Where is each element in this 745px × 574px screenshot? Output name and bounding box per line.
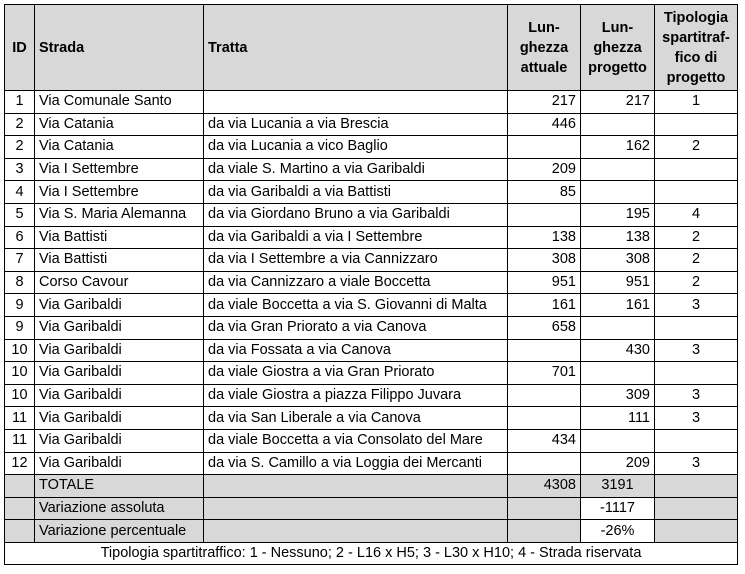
table-row (5, 384, 738, 407)
row-tratta (204, 91, 508, 114)
row-tipologia: 3 (655, 452, 738, 475)
row-strada: Via Garibaldi (35, 339, 204, 362)
row-tratta: da viale Boccetta a via S. Giovanni di Malta (204, 294, 508, 317)
row-tratta: da via San Liberale a via Canova (204, 407, 508, 430)
totale-tratta-cell (204, 475, 508, 498)
var-perc-tipologia-cell (655, 520, 738, 543)
row-tipologia: 2 (655, 271, 738, 294)
totale-label: TOTALE (35, 475, 204, 498)
row-lunghezza-progetto (581, 362, 655, 385)
row-strada: Via Garibaldi (35, 294, 204, 317)
row-lunghezza-attuale: 308 (508, 249, 581, 272)
row-tratta: da via I Settembre a via Cannizzaro (204, 249, 508, 272)
row-strada: Corso Cavour (35, 271, 204, 294)
row-tipologia (655, 362, 738, 385)
row-id: 3 (5, 158, 35, 181)
row-tipologia: 4 (655, 203, 738, 226)
var-perc-attuale-cell (508, 520, 581, 543)
row-id: 7 (5, 249, 35, 272)
row-tratta: da via S. Camillo a via Loggia dei Mercanti (204, 452, 508, 475)
row-lunghezza-progetto: 111 (581, 407, 655, 430)
var-perc-tratta-cell (204, 520, 508, 543)
table-row (5, 249, 738, 272)
row-id: 9 (5, 316, 35, 339)
row-id: 6 (5, 226, 35, 249)
row-tipologia: 2 (655, 249, 738, 272)
row-lunghezza-attuale: 209 (508, 158, 581, 181)
row-lunghezza-progetto: 217 (581, 91, 655, 114)
row-tipologia: 2 (655, 226, 738, 249)
row-tipologia (655, 158, 738, 181)
row-tipologia: 2 (655, 136, 738, 159)
row-lunghezza-progetto (581, 113, 655, 136)
row-tratta: da viale Giostra a via Gran Priorato (204, 362, 508, 385)
row-lunghezza-attuale: 138 (508, 226, 581, 249)
row-lunghezza-progetto: 162 (581, 136, 655, 159)
row-lunghezza-progetto (581, 429, 655, 452)
variazione-assoluta-label: Variazione assoluta (35, 497, 204, 520)
row-tipologia: 3 (655, 294, 738, 317)
row-lunghezza-progetto: 209 (581, 452, 655, 475)
row-strada: Via Comunale Santo (35, 91, 204, 114)
row-strada: Via Garibaldi (35, 452, 204, 475)
row-id: 11 (5, 407, 35, 430)
row-lunghezza-attuale: 161 (508, 294, 581, 317)
row-strada: Via Garibaldi (35, 316, 204, 339)
row-tratta: da viale Giostra a piazza Filippo Juvara (204, 384, 508, 407)
variazione-assoluta-value: -1117 (581, 497, 655, 520)
row-id: 9 (5, 294, 35, 317)
row-lunghezza-progetto: 951 (581, 271, 655, 294)
header-tratta: Tratta (204, 5, 508, 91)
row-strada: Via Battisti (35, 249, 204, 272)
var-ass-id-cell (5, 497, 35, 520)
row-lunghezza-progetto (581, 181, 655, 204)
row-lunghezza-attuale: 217 (508, 91, 581, 114)
header-strada: Strada (35, 5, 204, 91)
totale-row (5, 475, 738, 498)
row-id: 11 (5, 429, 35, 452)
row-tipologia (655, 113, 738, 136)
totale-attuale: 4308 (508, 475, 581, 498)
row-id: 4 (5, 181, 35, 204)
row-tratta: da via Garibaldi a via Battisti (204, 181, 508, 204)
totale-id-cell (5, 475, 35, 498)
table-row (5, 316, 738, 339)
row-tratta: da via Gran Priorato a via Canova (204, 316, 508, 339)
roads-table (4, 4, 738, 565)
row-strada: Via Catania (35, 136, 204, 159)
row-lunghezza-attuale: 658 (508, 316, 581, 339)
table-row (5, 91, 738, 114)
totale-progetto: 3191 (581, 475, 655, 498)
row-tipologia: 1 (655, 91, 738, 114)
row-lunghezza-progetto: 308 (581, 249, 655, 272)
row-strada: Via I Settembre (35, 158, 204, 181)
row-tratta: da via Lucania a via Brescia (204, 113, 508, 136)
row-lunghezza-progetto (581, 158, 655, 181)
row-id: 1 (5, 91, 35, 114)
table-row (5, 429, 738, 452)
row-lunghezza-attuale: 951 (508, 271, 581, 294)
row-id: 10 (5, 362, 35, 385)
row-tratta: da via Fossata a via Canova (204, 339, 508, 362)
row-lunghezza-attuale: 85 (508, 181, 581, 204)
row-lunghezza-attuale (508, 407, 581, 430)
var-ass-tipologia-cell (655, 497, 738, 520)
row-lunghezza-attuale: 701 (508, 362, 581, 385)
row-tipologia (655, 429, 738, 452)
header-lunghezza-attuale: Lun- ghezza attuale (508, 5, 581, 91)
row-lunghezza-attuale: 446 (508, 113, 581, 136)
row-tratta: da via Garibaldi a via I Settembre (204, 226, 508, 249)
table-row (5, 181, 738, 204)
row-lunghezza-progetto: 430 (581, 339, 655, 362)
row-id: 10 (5, 384, 35, 407)
table-row (5, 294, 738, 317)
row-lunghezza-progetto: 309 (581, 384, 655, 407)
row-tratta: da via Lucania a vico Baglio (204, 136, 508, 159)
row-lunghezza-attuale (508, 136, 581, 159)
header-lunghezza-progetto: Lun- ghezza progetto (581, 5, 655, 91)
row-strada: Via Battisti (35, 226, 204, 249)
row-tipologia (655, 181, 738, 204)
row-id: 12 (5, 452, 35, 475)
row-id: 8 (5, 271, 35, 294)
table-row (5, 136, 738, 159)
table-row (5, 203, 738, 226)
row-tratta: da viale S. Martino a via Garibaldi (204, 158, 508, 181)
row-strada: Via S. Maria Alemanna (35, 203, 204, 226)
header-tipologia: Tipologia spartitraf- fico di progetto (655, 5, 738, 91)
row-strada: Via Garibaldi (35, 384, 204, 407)
table-row (5, 452, 738, 475)
table-row (5, 226, 738, 249)
row-strada: Via Garibaldi (35, 362, 204, 385)
row-strada: Via Catania (35, 113, 204, 136)
row-lunghezza-progetto: 195 (581, 203, 655, 226)
variazione-percentuale-label: Variazione percentuale (35, 520, 204, 543)
row-tipologia: 3 (655, 407, 738, 430)
header-row (5, 5, 738, 91)
table-row (5, 113, 738, 136)
variazione-percentuale-row (5, 520, 738, 543)
variazione-percentuale-value: -26% (581, 520, 655, 543)
footnote: Tipologia spartitraffico: 1 - Nessuno; 2 - L16 x H5; 3 - L30 x H10; 4 - Strada riservata (5, 542, 738, 565)
row-id: 5 (5, 203, 35, 226)
table-body (5, 91, 738, 475)
table-row (5, 362, 738, 385)
row-tratta: da via Giordano Bruno a via Garibaldi (204, 203, 508, 226)
table-row (5, 407, 738, 430)
row-strada: Via I Settembre (35, 181, 204, 204)
row-tipologia: 3 (655, 384, 738, 407)
var-perc-id-cell (5, 520, 35, 543)
row-id: 2 (5, 136, 35, 159)
footnote-row (5, 542, 738, 565)
variazione-assoluta-row (5, 497, 738, 520)
row-lunghezza-progetto (581, 316, 655, 339)
var-ass-tratta-cell (204, 497, 508, 520)
totale-tipologia-cell (655, 475, 738, 498)
row-lunghezza-attuale (508, 452, 581, 475)
header-id: ID (5, 5, 35, 91)
table-row (5, 271, 738, 294)
row-tratta: da viale Boccetta a via Consolato del Mare (204, 429, 508, 452)
row-id: 10 (5, 339, 35, 362)
row-lunghezza-attuale (508, 203, 581, 226)
row-tipologia: 3 (655, 339, 738, 362)
row-lunghezza-attuale (508, 339, 581, 362)
row-id: 2 (5, 113, 35, 136)
table-row (5, 158, 738, 181)
row-strada: Via Garibaldi (35, 429, 204, 452)
row-lunghezza-progetto: 138 (581, 226, 655, 249)
row-lunghezza-attuale: 434 (508, 429, 581, 452)
table-row (5, 339, 738, 362)
row-lunghezza-attuale (508, 384, 581, 407)
row-lunghezza-progetto: 161 (581, 294, 655, 317)
row-tratta: da via Cannizzaro a viale Boccetta (204, 271, 508, 294)
row-strada: Via Garibaldi (35, 407, 204, 430)
row-tipologia (655, 316, 738, 339)
var-ass-attuale-cell (508, 497, 581, 520)
